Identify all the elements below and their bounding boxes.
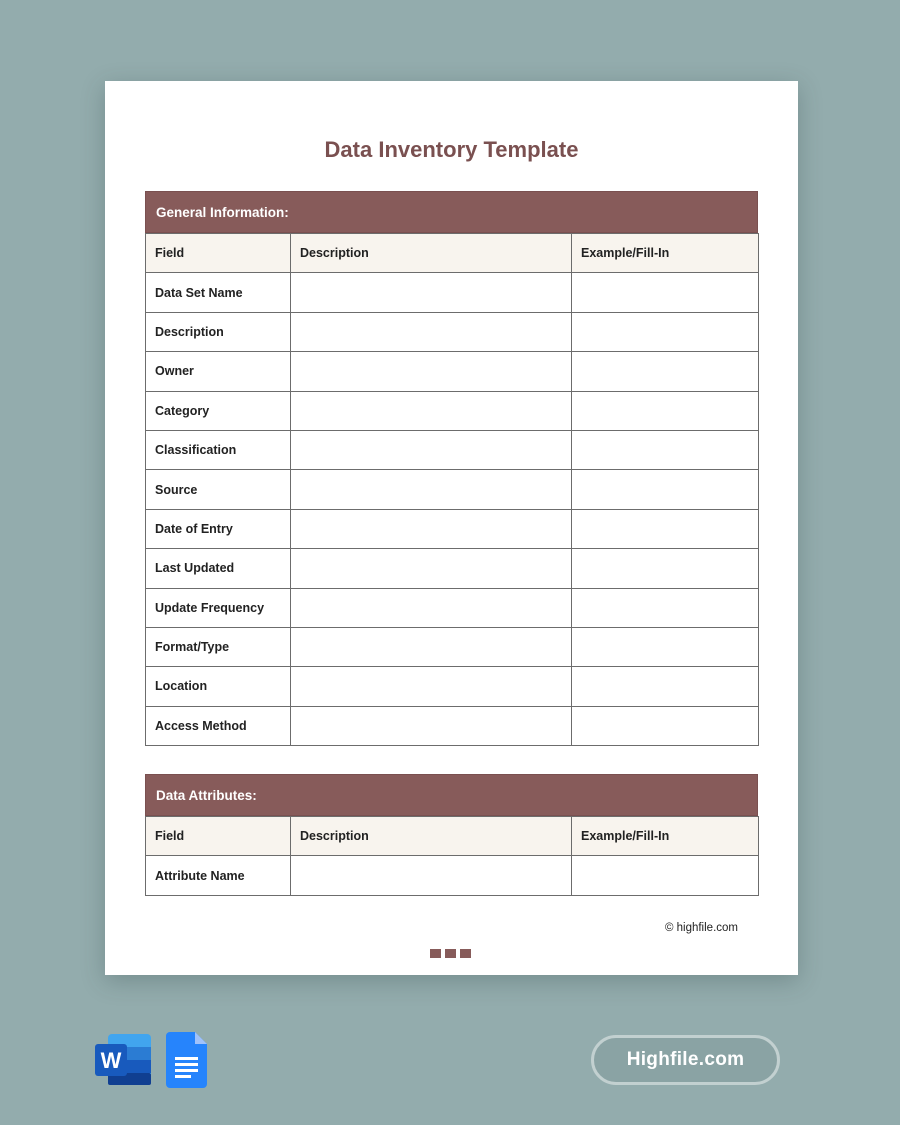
table-header-row xyxy=(146,234,759,273)
example-cell[interactable] xyxy=(572,509,759,548)
column-header-example: Example/Fill-In xyxy=(572,817,759,856)
column-header-description: Description xyxy=(291,234,572,273)
table-row xyxy=(146,430,759,469)
data-attributes-table xyxy=(145,816,759,896)
description-cell[interactable] xyxy=(291,391,572,430)
field-label: Date of Entry xyxy=(146,509,291,548)
field-label: Access Method xyxy=(146,706,291,745)
dot xyxy=(430,949,441,958)
table-row xyxy=(146,706,759,745)
description-cell[interactable] xyxy=(291,470,572,509)
description-cell[interactable] xyxy=(291,588,572,627)
table-row xyxy=(146,352,759,391)
table-row xyxy=(146,588,759,627)
field-label: Owner xyxy=(146,352,291,391)
table-row xyxy=(146,391,759,430)
description-cell[interactable] xyxy=(291,667,572,706)
field-label: Data Set Name xyxy=(146,273,291,312)
field-label: Format/Type xyxy=(146,627,291,666)
field-label: Description xyxy=(146,312,291,351)
example-cell[interactable] xyxy=(572,588,759,627)
example-cell[interactable] xyxy=(572,667,759,706)
column-header-field: Field xyxy=(146,234,291,273)
table-header-row xyxy=(146,817,759,856)
description-cell[interactable] xyxy=(291,312,572,351)
example-cell[interactable] xyxy=(572,706,759,745)
description-cell[interactable] xyxy=(291,352,572,391)
example-cell[interactable] xyxy=(572,430,759,469)
field-label: Source xyxy=(146,470,291,509)
table-row xyxy=(146,667,759,706)
description-cell[interactable] xyxy=(291,627,572,666)
field-label: Attribute Name xyxy=(146,856,291,895)
description-cell[interactable] xyxy=(291,273,572,312)
example-cell[interactable] xyxy=(572,627,759,666)
table-row xyxy=(146,856,759,895)
column-header-description: Description xyxy=(291,817,572,856)
example-cell[interactable] xyxy=(572,352,759,391)
document-title: Data Inventory Template xyxy=(324,137,579,162)
example-cell[interactable] xyxy=(572,312,759,351)
highfile-brand-button[interactable]: Highfile.com xyxy=(591,1035,780,1085)
general-information-section xyxy=(145,191,758,746)
example-cell[interactable] xyxy=(572,391,759,430)
column-header-example: Example/Fill-In xyxy=(572,234,759,273)
page-dots-decoration xyxy=(430,949,471,958)
field-label: Update Frequency xyxy=(146,588,291,627)
example-cell[interactable] xyxy=(572,549,759,588)
google-docs-icon[interactable] xyxy=(166,1032,207,1088)
dot xyxy=(445,949,456,958)
copyright-notice: © highfile.com xyxy=(664,922,738,934)
table-row xyxy=(146,273,759,312)
table-row xyxy=(146,549,759,588)
description-cell[interactable] xyxy=(291,706,572,745)
description-cell[interactable] xyxy=(291,549,572,588)
word-icon[interactable] xyxy=(94,1032,152,1087)
table-row xyxy=(146,509,759,548)
section-header: General Information: xyxy=(145,191,758,233)
dot xyxy=(460,949,471,958)
general-information-table xyxy=(145,233,759,746)
description-cell[interactable] xyxy=(291,856,572,895)
section-header: Data Attributes: xyxy=(145,774,758,816)
document-page xyxy=(105,81,798,975)
column-header-field: Field xyxy=(146,817,291,856)
field-label: Classification xyxy=(146,430,291,469)
field-label: Last Updated xyxy=(146,549,291,588)
data-attributes-section xyxy=(145,774,758,896)
table-row xyxy=(146,470,759,509)
example-cell[interactable] xyxy=(572,273,759,312)
example-cell[interactable] xyxy=(572,470,759,509)
table-row xyxy=(146,627,759,666)
example-cell[interactable] xyxy=(572,856,759,895)
description-cell[interactable] xyxy=(291,430,572,469)
field-label: Category xyxy=(146,391,291,430)
table-row xyxy=(146,312,759,351)
description-cell[interactable] xyxy=(291,509,572,548)
svg-text:W: W xyxy=(100,1048,122,1073)
field-label: Location xyxy=(146,667,291,706)
